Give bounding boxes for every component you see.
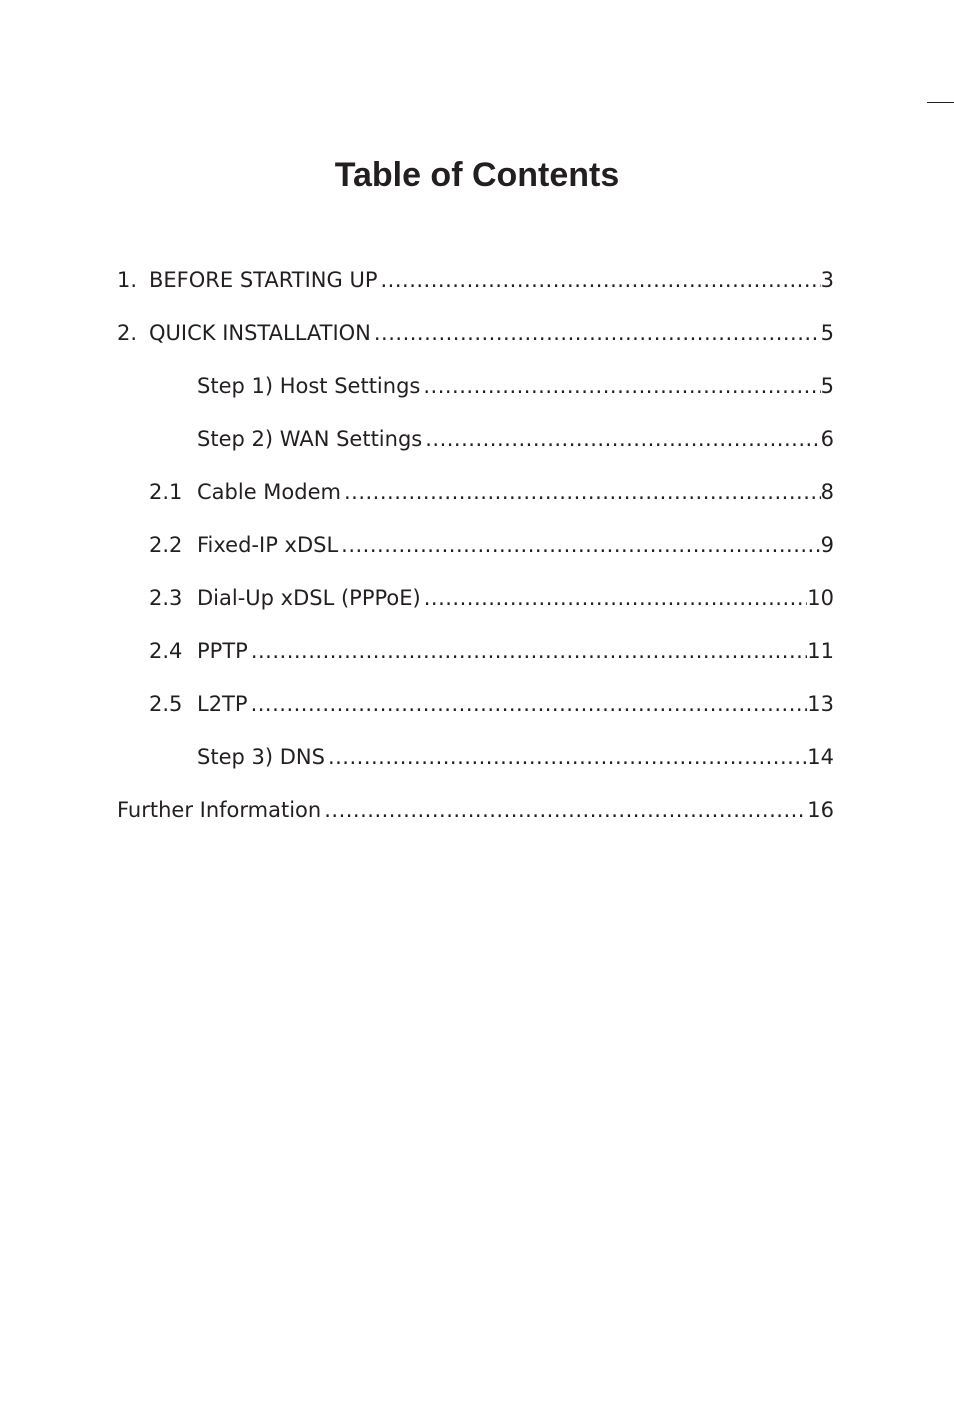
toc-entry-label: Further Information <box>117 798 322 822</box>
toc-entry-page: 9 <box>820 533 834 557</box>
toc-entry-label: Dial-Up xDSL (PPPoE) <box>197 586 421 610</box>
toc-entry-page: 5 <box>820 321 834 345</box>
dot-leader <box>248 686 808 722</box>
dot-leader <box>420 368 820 404</box>
toc-entry-page: 10 <box>807 586 834 610</box>
toc-entry-label: Cable Modem <box>197 480 341 504</box>
toc-entry-page: 14 <box>807 745 834 769</box>
toc-entry-further-information[interactable] <box>117 792 834 845</box>
toc-entry-label: Step 3) DNS <box>197 745 325 769</box>
toc-entry-number: 2. <box>117 321 138 345</box>
dot-leader <box>378 262 821 298</box>
toc-entry-number: 2.1 <box>149 480 183 504</box>
toc-entry-number: 2.4 <box>149 639 183 663</box>
toc-entry-page: 11 <box>807 639 834 663</box>
toc-entry-page: 16 <box>807 798 834 822</box>
toc-entry-label: Fixed-IP xDSL <box>197 533 339 557</box>
toc-entry-label: Step 1) Host Settings <box>197 374 421 398</box>
toc-entry-dns[interactable] <box>117 739 834 792</box>
toc-entry-pptp[interactable] <box>117 633 834 686</box>
dot-leader <box>338 527 820 563</box>
corner-rule <box>927 102 954 103</box>
toc-entry-label: QUICK INSTALLATION <box>149 321 371 345</box>
toc-entry-number: 2.2 <box>149 533 183 557</box>
toc-entry-number: 2.3 <box>149 586 183 610</box>
dot-leader <box>421 580 808 616</box>
toc-entry-page: 6 <box>820 427 834 451</box>
dot-leader <box>371 315 821 351</box>
dot-leader <box>325 739 807 775</box>
toc-entry-label: BEFORE STARTING UP <box>149 268 378 292</box>
toc-entry-dial-up-xdsl[interactable] <box>117 580 834 633</box>
toc-entry-label: PPTP <box>197 639 248 663</box>
toc-entry-fixed-ip-xdsl[interactable] <box>117 527 834 580</box>
toc-entry-quick-installation[interactable] <box>117 315 834 368</box>
dot-leader <box>248 633 807 669</box>
toc-list <box>117 262 834 845</box>
toc-entry-page: 5 <box>820 374 834 398</box>
toc-entry-label: L2TP <box>197 692 248 716</box>
toc-entry-cable-modem[interactable] <box>117 474 834 527</box>
toc-entry-page: 3 <box>820 268 834 292</box>
toc-entry-label: Step 2) WAN Settings <box>197 427 423 451</box>
toc-entry-number: 1. <box>117 268 138 292</box>
dot-leader <box>341 474 821 510</box>
toc-entry-host-settings[interactable] <box>117 368 834 421</box>
page-title: Table of Contents <box>334 156 620 194</box>
toc-entry-page: 8 <box>820 480 834 504</box>
toc-entry-before-starting-up[interactable] <box>117 262 834 315</box>
toc-entry-l2tp[interactable] <box>117 686 834 739</box>
toc-entry-number: 2.5 <box>149 692 183 716</box>
dot-leader <box>321 792 807 828</box>
toc-entry-page: 13 <box>807 692 834 716</box>
dot-leader <box>422 421 820 457</box>
toc-entry-wan-settings[interactable] <box>117 421 834 474</box>
